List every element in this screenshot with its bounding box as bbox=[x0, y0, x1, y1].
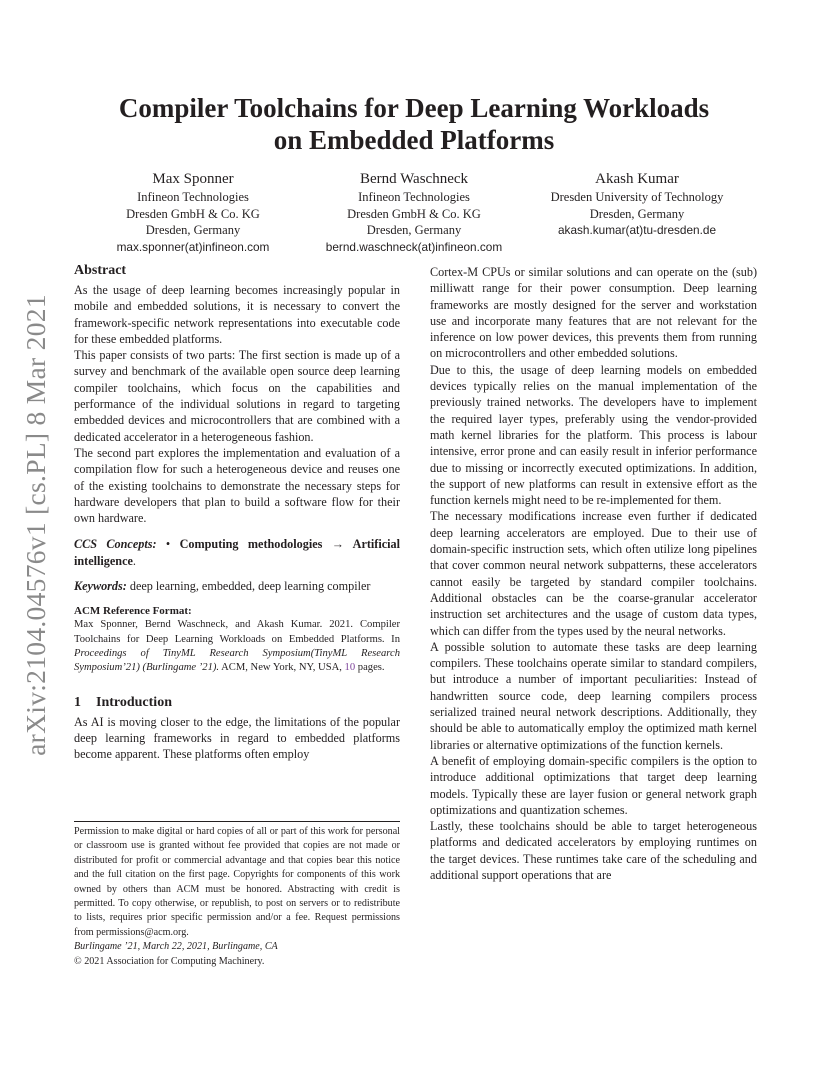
body-paragraph: The necessary modifications increase even further if dedicated deep learning accelerators are employed. Due to their use of domain-specific instruction sets, which often utilize long pipelines that cover common neural network subpatterns, these accelerators cannot easily be targeted by standard compiler toolchains. Additional obstacles can be the coarse-granular accelerator instruction set architectures and the usage of custom data types, which can differ from the types used by the neural networks. bbox=[430, 509, 757, 638]
author-location: Dresden, Germany bbox=[589, 206, 685, 221]
ccs-concepts bbox=[74, 536, 400, 569]
author-org-line2: Dresden GmbH & Co. KG bbox=[347, 206, 481, 221]
acm-reference-proceedings: Proceedings of TinyML Research Symposium(TinyML Research Symposium’21) (Burlingame ’21). bbox=[74, 647, 400, 674]
author-email: akash.kumar(at)tu-dresden.de bbox=[557, 223, 717, 237]
author-block-3 bbox=[532, 170, 742, 239]
conference-venue bbox=[74, 940, 400, 954]
title-line-2: on Embedded Platforms bbox=[273, 125, 555, 155]
arxiv-watermark bbox=[14, 290, 58, 760]
author-block-1 bbox=[100, 170, 286, 255]
ccs-label: CCS Concepts: bbox=[74, 537, 157, 552]
acm-reference-publisher: ACM, New York, NY, USA, bbox=[219, 662, 345, 674]
author-name: Max Sponner bbox=[152, 171, 234, 187]
author-email: bernd.waschneck(at)infineon.com bbox=[325, 239, 503, 254]
section-number: 1 bbox=[74, 694, 81, 710]
author-location: Dresden, Germany bbox=[145, 223, 241, 237]
body-paragraph: Lastly, these toolchains should be able to target heterogeneous platforms and dedicated accelerators by employing runtimes on the target devices. These runtimes take care of the scheduling and additional support operations that are bbox=[430, 819, 757, 882]
author-name: Akash Kumar bbox=[595, 171, 679, 187]
author-org: Dresden University of Technology bbox=[550, 190, 724, 204]
section-heading-introduction bbox=[74, 694, 400, 712]
author-name: Bernd Waschneck bbox=[359, 171, 469, 187]
acm-reference-pages-suffix: pages. bbox=[355, 662, 385, 674]
ccs-text: Computing methodologies → Artificial intelligence bbox=[74, 537, 401, 568]
footnote bbox=[74, 821, 400, 969]
section-title: Introduction bbox=[96, 694, 172, 710]
permission-notice: Permission to make digital or hard copies of all or part of this work for personal or classroom use is granted without fee provided that copies are not made or distributed for profit or commercial advantage and that copies bear this notice and the full citation on the first page. Copyrights for components of this work owned by others than ACM must be honored. Abstracting with credit is permitted. To copy otherwise, or republish, to post on servers or to redistribute to lists, requires prior specific permission and/or a fee. Request permissions from permissions@acm.org. bbox=[74, 826, 400, 938]
right-column bbox=[430, 264, 757, 883]
abstract-paragraph-3: The second part explores the implementation and evaluation of a compilation flow for such a heterogeneous device and reuses one of the existing toolchains to demonstrate the necessary steps for hardware developers that plan to build a software flow for their own hardware. bbox=[74, 445, 400, 526]
abstract-paragraph-2: This paper consists of two parts: The first section is made up of a survey and benchmark of the available open source deep learning compiler toolchains, which focus on the capabilities and performance of the individual solutions in regard to targeting embedded devices and microcontrollers that are combined with a dedicated accelerator in a heterogeneous fashion. bbox=[74, 348, 400, 444]
keywords-label: Keywords: bbox=[74, 579, 127, 594]
venue-text: Burlingame ’21, March 22, 2021, Burlingame, CA bbox=[74, 941, 278, 953]
body-paragraph: Cortex-M CPUs or similar solutions and can operate on the (sub) milliwatt range for their power consumption. Deep learning frameworks are mostly designed for the server and workstation use and incorporate many features that are not relevant for the inference on low power devices, this prevents them from running on microcontrollers and other embedded solutions. bbox=[430, 265, 757, 361]
title-line-1: Compiler Toolchains for Deep Learning Workloads bbox=[118, 93, 710, 123]
keywords-text: deep learning, embedded, deep learning compiler bbox=[129, 579, 371, 594]
body-paragraph: A benefit of employing domain-specific compilers is the option to introduce additional optimizations that target deep learning models. Typically these are layer fusion or general network graph optimizations and quantization schemes. bbox=[430, 753, 757, 817]
keywords bbox=[74, 578, 400, 594]
left-column bbox=[74, 262, 400, 762]
author-location: Dresden, Germany bbox=[366, 223, 462, 237]
body-paragraph: A possible solution to automate these tasks are deep learning compilers. These toolchains operate similar to standard compilers, but introduce a number of important peculiarities: Instead of handwritten source code, deep learning compilers process serialized trained neural network descriptions. Additionally, they should be able to automatically employ the optimized math kernel libraries or alternative optimizations of the function kernels. bbox=[430, 639, 757, 752]
author-org-line2: Dresden GmbH & Co. KG bbox=[126, 206, 260, 221]
body-paragraph: Due to this, the usage of deep learning models on embedded devices typically relies on the manual implementation of the previously trained networks. The developers have to implement the required layer types, preferably using the vendor-provided math kernel libraries for the platform. This process is labour intensive, error prone and can easily result in inferior performance due to missing or incorrectly executed optimizations. In addition, the support of new platforms can result in extensive effort as the function kernels might need to be re-implemented for them. bbox=[430, 362, 757, 508]
author-block-2 bbox=[314, 170, 514, 255]
acm-reference-heading: ACM Reference Format: bbox=[74, 605, 192, 618]
paper-title bbox=[60, 92, 768, 156]
author-org: Infineon Technologies bbox=[137, 190, 249, 204]
ccs-bullet: • bbox=[165, 537, 171, 552]
introduction-paragraph: As AI is moving closer to the edge, the limitations of the popular deep learning frameworks in regard to embedded platforms become apparent. These platforms often employ bbox=[74, 714, 400, 762]
acm-reference-text bbox=[74, 618, 400, 675]
copyright-notice: © 2021 Association for Computing Machinery. bbox=[74, 955, 265, 967]
pages-link[interactable]: 10 bbox=[344, 662, 356, 674]
ccs-end: . bbox=[132, 553, 136, 568]
acm-reference-authors: Max Sponner, Bernd Waschneck, and Akash Kumar. 2021. Compiler Toolchains for Deep Learning Workloads on Embedded Platforms. In bbox=[74, 619, 400, 645]
author-org: Infineon Technologies bbox=[358, 190, 470, 204]
arxiv-id: arXiv:2104.04576v1 [cs.PL] 8 Mar 2021 bbox=[20, 294, 51, 756]
author-email: max.sponner(at)infineon.com bbox=[116, 239, 270, 254]
abstract-heading: Abstract bbox=[74, 263, 127, 278]
abstract-paragraph-1: As the usage of deep learning becomes increasingly popular in mobile and embedded solutions, it is necessary to convert the framework-specific network representations into executable code for these embedded platforms. bbox=[74, 283, 400, 346]
